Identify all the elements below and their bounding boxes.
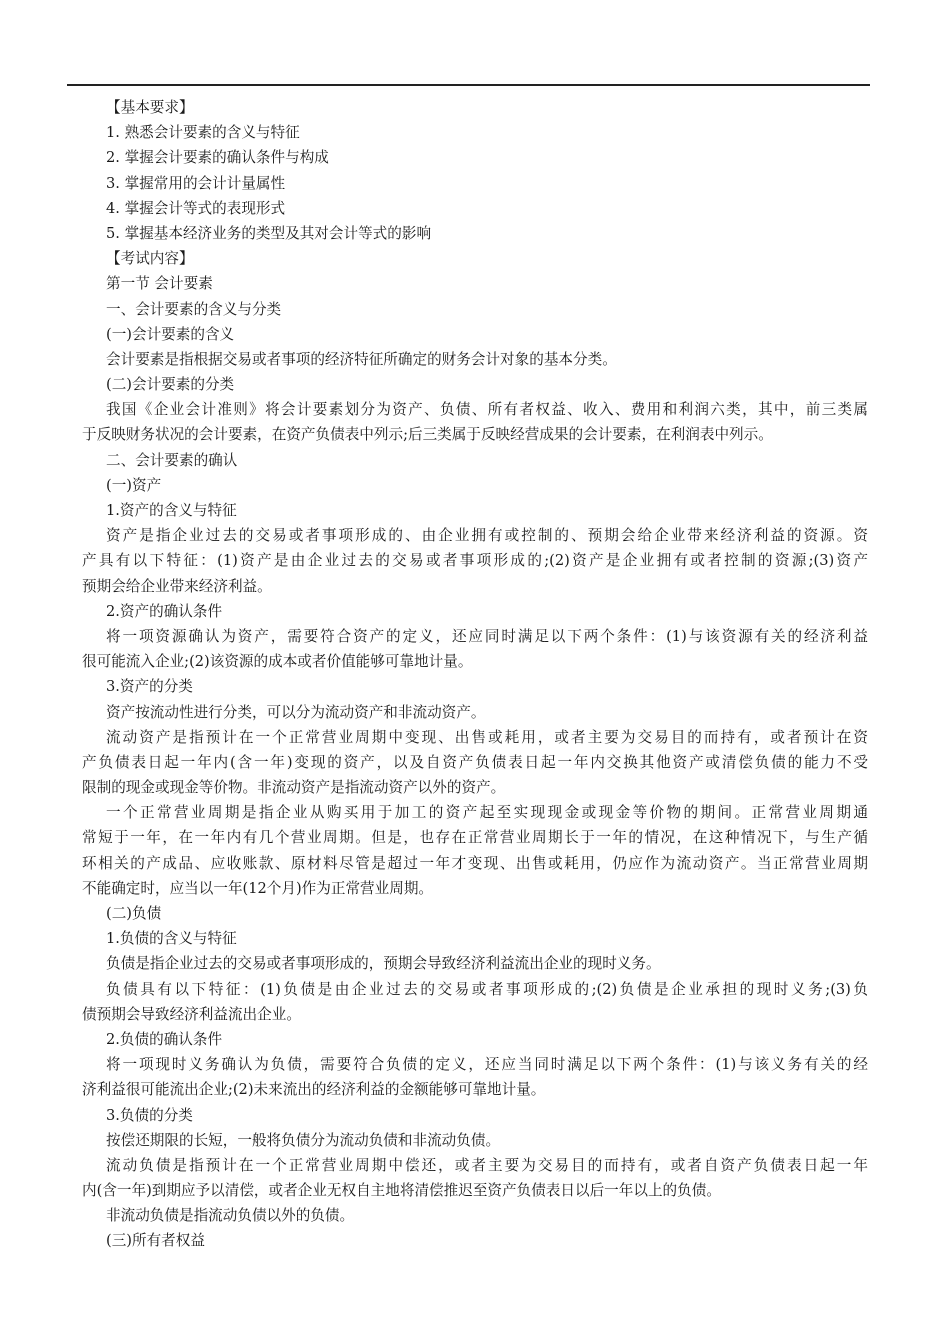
paragraph-line: 预期会给企业带来经济利益。 [82, 577, 272, 595]
paragraph-line: 会计要素是指根据交易或者事项的经济特征所确定的财务会计对象的基本分类。 [106, 350, 617, 368]
paragraph-line: 不能确定时，应当以一年(12个月)作为正常营业周期。 [82, 879, 434, 897]
paragraph-line: 于反映财务状况的会计要素，在资产负债表中列示;后三类属于反映经营成果的会计要素，在利润表中列示。 [82, 426, 773, 444]
list-item: 5. 掌握基本经济业务的类型及其对会计等式的影响 [106, 224, 432, 242]
paragraph-line: 流动负债是指预计在一个正常营业周期中偿还，或者主要为交易目的而持有，或者自资产负债表日起一年 [106, 1156, 868, 1174]
paragraph-line: 产负债表日起一年内(含一年)变现的资产，以及自资产负债表日起一年内交换其他资产或清偿负债的能力不受 [82, 753, 868, 771]
paragraph-line: 非流动负债是指流动负债以外的负债。 [106, 1207, 355, 1225]
paragraph-line: 债预期会导致经济利益流出企业。 [82, 1005, 301, 1023]
document-body [82, 95, 868, 1254]
list-item: 3. 掌握常用的会计计量属性 [106, 174, 286, 192]
subheading: (一)资产 [106, 476, 162, 494]
subheading: (二)会计要素的分类 [106, 376, 235, 394]
paragraph-line: 济利益很可能流出企业;(2)未来流出的经济利益的金额能够可靠地计量。 [82, 1081, 546, 1099]
heading: 一、会计要素的含义与分类 [106, 300, 282, 318]
list-item: 1. 熟悉会计要素的含义与特征 [106, 124, 300, 142]
subheading: 1.资产的含义与特征 [106, 502, 237, 519]
paragraph-line: 将一项现时义务确认为负债，需要符合负债的定义，还应当同时满足以下两个条件：(1)与该义务有关的经 [106, 1056, 868, 1074]
paragraph-line: 负债是指企业过去的交易或者事项形成的，预期会导致经济利益流出企业的现时义务。 [106, 955, 661, 973]
paragraph-line: 资产是指企业过去的交易或者事项形成的、由企业拥有或控制的、预期会给企业带来经济利益的资源。资 [106, 527, 868, 545]
paragraph-line: 将一项资源确认为资产，需要符合资产的定义，还应同时满足以下两个条件：(1)与该资源有关的经济利益 [106, 627, 868, 645]
chapter-heading: 第一节 会计要素 [106, 275, 213, 293]
paragraph-line: 一个正常营业周期是指企业从购买用于加工的资产起至实现现金或现金等价物的期间。正常营业周期通 [106, 804, 868, 822]
paragraph-line: 产具有以下特征：(1)资产是由企业过去的交易或者事项形成的;(2)资产是企业拥有或者控制的资源;(3)资产 [82, 552, 868, 570]
subheading: (二)负债 [106, 905, 162, 922]
paragraph-line: 环相关的产成品、应收账款、原材料尽管是超过一年才变现、出售或耗用，仍应作为流动资产。当正常营业周期 [82, 854, 868, 872]
list-item: 2. 掌握会计要素的确认条件与构成 [106, 149, 329, 167]
paragraph-line: 负债具有以下特征：(1)负债是由企业过去的交易或者事项形成的;(2)负债是企业承担的现时义务;(3)负 [106, 980, 868, 998]
paragraph-line: 很可能流入企业;(2)该资源的成本或者价值能够可靠地计量。 [82, 653, 473, 671]
paragraph-line: 常短于一年，在一年内有几个营业周期。但是，也存在正常营业周期长于一年的情况，在这种情况下，与生产循 [82, 829, 868, 847]
section-heading: 【基本要求】 [106, 99, 194, 116]
subheading: 3.资产的分类 [106, 678, 193, 696]
subheading: (一)会计要素的含义 [106, 325, 235, 343]
subheading: 3.负债的分类 [106, 1106, 193, 1124]
paragraph-line: 内(含一年)到期应予以清偿，或者企业无权自主地将清偿推迟至资产负债表日以后一年以上的负债。 [82, 1182, 721, 1200]
heading: 二、会计要素的确认 [106, 451, 238, 469]
paragraph-line: 我国《企业会计准则》将会计要素划分为资产、负债、所有者权益、收入、费用和利润六类，其中，前三类属 [106, 401, 868, 419]
subheading: (三)所有者权益 [106, 1232, 205, 1250]
section-heading: 【考试内容】 [106, 250, 194, 268]
paragraph-line: 限制的现金或现金等价物。非流动资产是指流动资产以外的资产。 [82, 779, 506, 797]
paragraph-line: 流动资产是指预计在一个正常营业周期中变现、出售或耗用，或者主要为交易目的而持有，或者预计在资 [106, 728, 868, 746]
list-item: 4. 掌握会计等式的表现形式 [106, 199, 286, 217]
subheading: 2.资产的确认条件 [106, 602, 223, 620]
paragraph-line: 资产按流动性进行分类，可以分为流动资产和非流动资产。 [106, 703, 486, 721]
subheading: 1.负债的含义与特征 [106, 930, 237, 948]
subheading: 2.负债的确认条件 [106, 1030, 223, 1048]
paragraph-line: 按偿还期限的长短，一般将负债分为流动负债和非流动负债。 [106, 1131, 501, 1149]
header-rule [67, 84, 870, 86]
